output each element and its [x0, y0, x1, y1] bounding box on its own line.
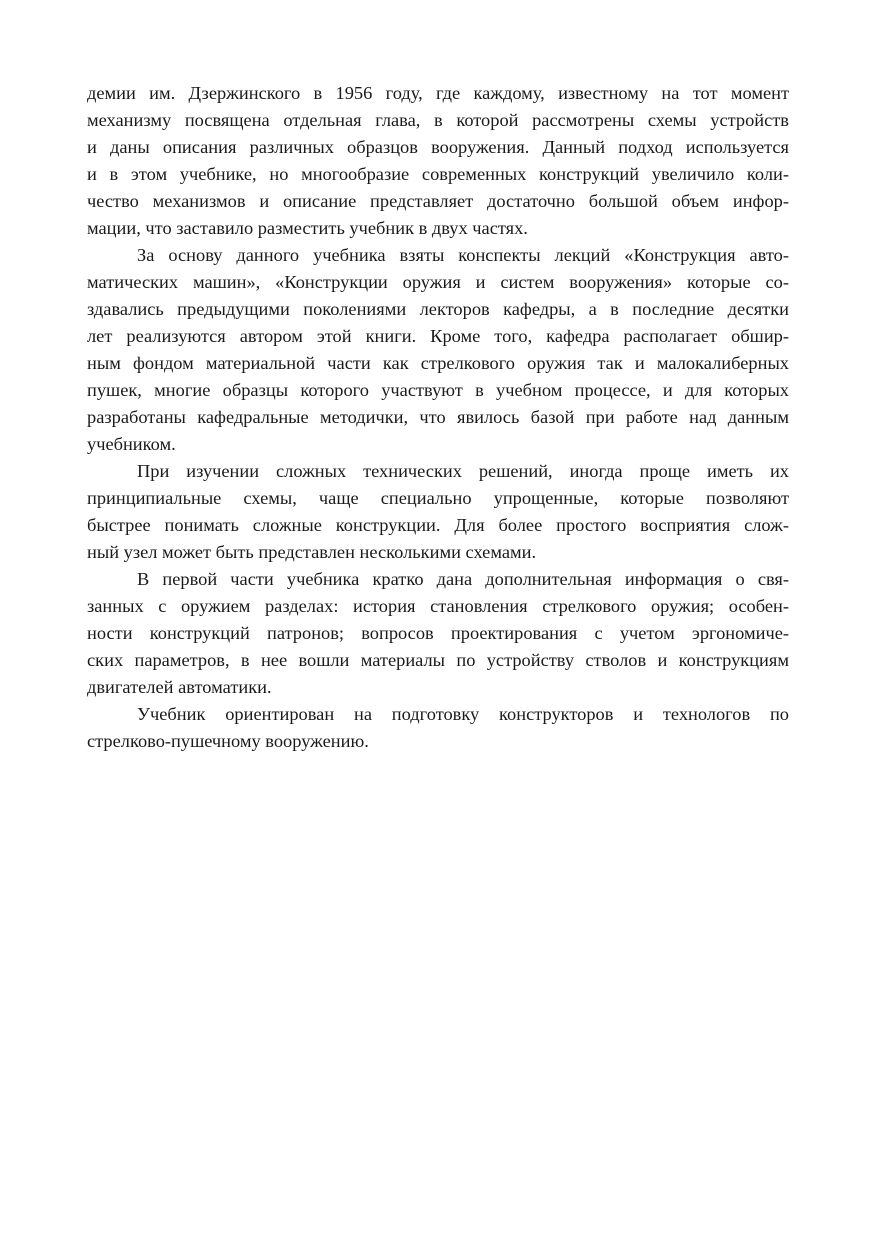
body-text	[87, 80, 789, 755]
text-line: учебником.	[87, 434, 176, 454]
text-line: занных с оружием разделах: история становления стрелкового оружия; особен-	[87, 596, 789, 616]
paragraph-1	[87, 80, 789, 242]
text-line: ских параметров, в нее вошли материалы по устройству стволов и конструкциям	[87, 650, 789, 670]
text-line: принципиальные схемы, чаще специально упрощенные, которые позволяют	[87, 488, 789, 508]
text-line: демии им. Дзержинского в 1956 году, где каждому, известному на тот момент	[87, 83, 789, 103]
text-line: и в этом учебнике, но многообразие современных конструкций увеличило коли-	[87, 164, 789, 184]
paragraph-2	[87, 242, 789, 458]
text-line: двигателей автоматики.	[87, 677, 272, 697]
paragraph-4	[87, 566, 789, 701]
text-line: матических машин», «Конструкции оружия и систем вооружения» которые со-	[87, 272, 789, 292]
text-line: За основу данного учебника взяты конспекты лекций «Конструкция авто-	[137, 245, 789, 265]
text-line: разработаны кафедральные методички, что явилось базой при работе над данным	[87, 407, 789, 427]
paragraph-3	[87, 458, 789, 566]
text-line: ный узел может быть представлен несколькими схемами.	[87, 542, 537, 562]
text-line: быстрее понимать сложные конструкции. Для более простого восприятия слож-	[87, 515, 789, 535]
text-line: стрелково-пушечному вооружению.	[87, 731, 369, 751]
text-line: здавались предыдущими поколениями лекторов кафедры, а в последние десятки	[87, 299, 789, 319]
text-line: В первой части учебника кратко дана дополнительная информация о свя-	[137, 569, 789, 589]
paragraph-5	[87, 701, 789, 755]
text-line: лет реализуются автором этой книги. Кроме того, кафедра располагает обшир-	[87, 326, 789, 346]
text-line: мации, что заставило разместить учебник в двух частях.	[87, 218, 528, 238]
text-line: пушек, многие образцы которого участвуют в учебном процессе, и для которых	[87, 380, 789, 400]
text-line: ным фондом материальной части как стрелкового оружия так и малокалиберных	[87, 353, 789, 373]
text-line: и даны описания различных образцов вооружения. Данный подход используется	[87, 137, 789, 157]
text-line: ности конструкций патронов; вопросов проектирования с учетом эргономиче-	[87, 623, 789, 643]
text-line: механизму посвящена отдельная глава, в которой рассмотрены схемы устройств	[87, 110, 789, 130]
text-line: При изучении сложных технических решений, иногда проще иметь их	[137, 461, 789, 481]
text-line: Учебник ориентирован на подготовку конструкторов и технологов по	[137, 704, 789, 724]
text-line: чество механизмов и описание представляет достаточно большой объем инфор-	[87, 191, 789, 211]
